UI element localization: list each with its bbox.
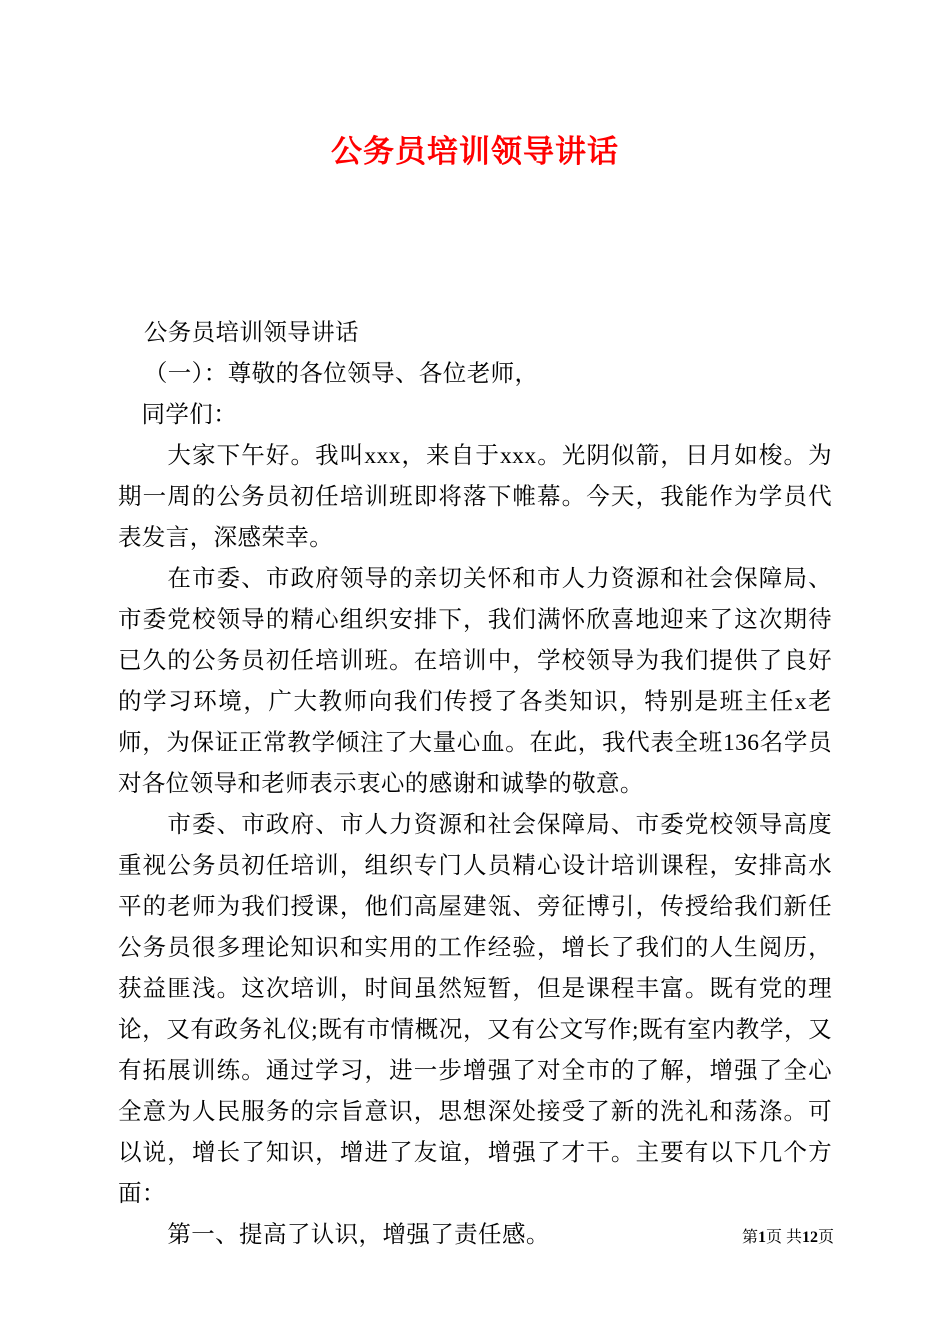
page-footer: [0, 1224, 950, 1247]
footer-suffix: 页: [817, 1229, 834, 1246]
page-title: 公务员培训领导讲话: [331, 134, 619, 169]
footer-total-pages: 12: [801, 1229, 818, 1246]
paragraph: 在市委、市政府领导的亲切关怀和市人力资源和社会保障局、市委党校领导的精心组织安排下，我们满怀欣喜地迎来了这次期待已久的公务员初任培训班。在培训中，学校领导为我们提供了良好的学习环境，广大教师向我们传授了各类知识，特别是班主任x老师，为保证正常教学倾注了大量心血。在此，我代表全班136名学员对各位领导和老师表示衷心的感谢和诚挚的敬意。: [118, 566, 832, 797]
paragraph: （一）：尊敬的各位领导、各位老师，: [143, 361, 539, 387]
paragraph: 大家下午好。我叫xxx，来自于xxx。光阴似箭，日月如梭。为期一周的公务员初任培训班即将落下帷幕。今天，我能作为学员代表发言，深感荣幸。: [118, 443, 832, 551]
footer-middle: 页 共: [765, 1229, 802, 1246]
paragraph: 公务员培训领导讲话: [143, 320, 359, 346]
paragraph: 市委、市政府、市人力资源和社会保障局、市委党校领导高度重视公务员初任培训，组织专门人员精心设计培训课程，安排高水平的老师为我们授课，他们高屋建瓴、旁征博引，传授给我们新任公务员很多理论知识和实用的工作经验，增长了我们的人生阅历，获益匪浅。这次培训，时间虽然短暂，但是课程丰富。既有党的理论，又有政务礼仪;既有市情概况，又有公文写作;既有室内教学，又有拓展训练。通过学习，进一步增强了对全市的了解，增强了全心全意为人民服务的宗旨意识，思想深处接受了新的洗礼和荡涤。可以说，增长了知识，增进了友谊，增强了才干。主要有以下几个方面：: [118, 812, 832, 1207]
document-body: [118, 313, 832, 1256]
footer-current-page: 1: [757, 1229, 766, 1246]
paragraph: 同学们：: [141, 402, 238, 428]
paragraph: 第一、提高了认识，增强了责任感。: [167, 1222, 550, 1248]
footer-prefix: 第: [741, 1229, 758, 1246]
